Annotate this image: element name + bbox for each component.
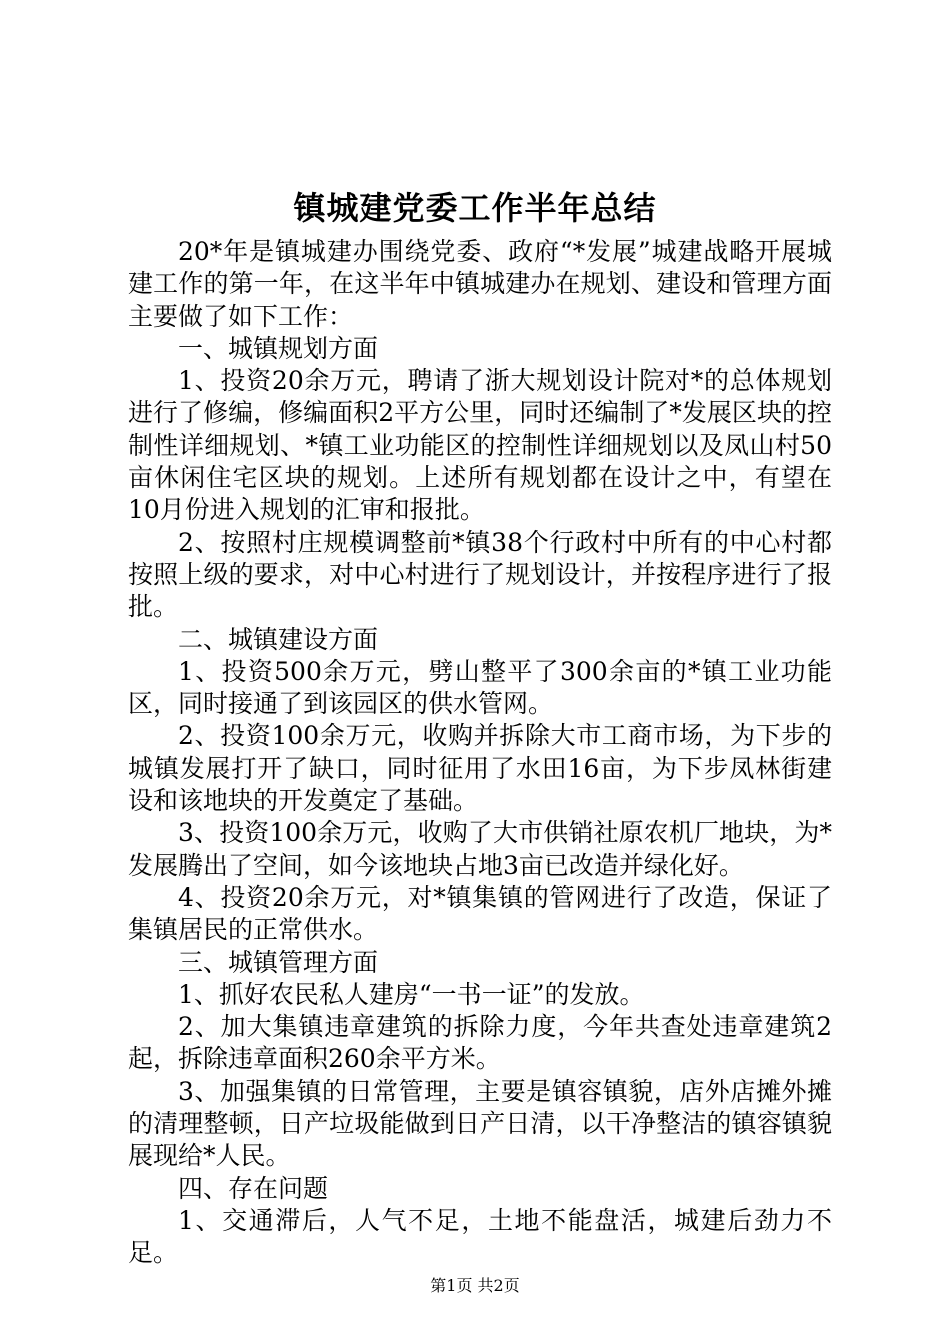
- paragraph-problems-1: 1、交通滞后，人气不足，土地不能盘活，城建后劲力不足。: [128, 1205, 832, 1268]
- paragraph-management-2: 2、加大集镇违章建筑的拆除力度，今年共查处违章建筑2起，拆除违章面积260余平方米。: [128, 1012, 832, 1074]
- section-heading-problems: 四、存在问题: [178, 1173, 329, 1203]
- document-body: [128, 236, 832, 1270]
- paragraph-intro: 20*年是镇城建办围绕党委、政府“*发展”城建战略开展城建工作的第一年，在这半年中镇城建办在规划、建设和管理方面主要做了如下工作：: [128, 237, 832, 331]
- paragraph-construction-2: 2、投资100余万元，收购并拆除大市工商市场，为下步的城镇发展打开了缺口，同时征用了水田16亩，为下步凤林街建设和该地块的开发奠定了基础。: [128, 721, 832, 816]
- paragraph-management-3: 3、加强集镇的日常管理，主要是镇容镇貌，店外店摊外摊的清理整顿，日产垃圾能做到日产日清，以干净整洁的镇容镇貌展现给*人民。: [128, 1076, 832, 1171]
- section-heading-planning: 一、城镇规划方面: [178, 333, 379, 363]
- paragraph-construction-1: 1、投资500余万元，劈山整平了300余亩的*镇工业功能区，同时接通了到该园区的供水管网。: [128, 656, 832, 719]
- page-footer: 第1页 共2页: [430, 1276, 520, 1295]
- paragraph-construction-3: 3、投资100余万元，收购了大市供销社原农机厂地块，为*发展腾出了空间，如今该地块占地3亩已改造并绿化好。: [128, 818, 832, 880]
- document-title: 镇城建党委工作半年总结: [293, 189, 657, 227]
- section-heading-management: 三、城镇管理方面: [178, 947, 379, 977]
- paragraph-management-1: 1、抓好农民私人建房“一书一证”的发放。: [178, 979, 645, 1009]
- paragraph-planning-2: 2、按照村庄规模调整前*镇38个行政村中所有的中心村都按照上级的要求，对中心村进行了规划设计，并按程序进行了报批。: [128, 527, 832, 622]
- paragraph-planning-1: 1、投资20余万元，聘请了浙大规划设计院对*的总体规划进行了修编，修编面积2平方公里，同时还编制了*发展区块的控制性详细规划、*镇工业功能区的控制性详细规划以及凤山村50亩休闲住宅区块的规划。上述所有规划都在设计之中，有望在10月份进入规划的汇审和报批。: [128, 366, 832, 525]
- paragraph-construction-4: 4、投资20余万元，对*镇集镇的管网进行了改造，保证了集镇居民的正常供水。: [128, 882, 832, 945]
- section-heading-construction: 二、城镇建设方面: [178, 624, 379, 654]
